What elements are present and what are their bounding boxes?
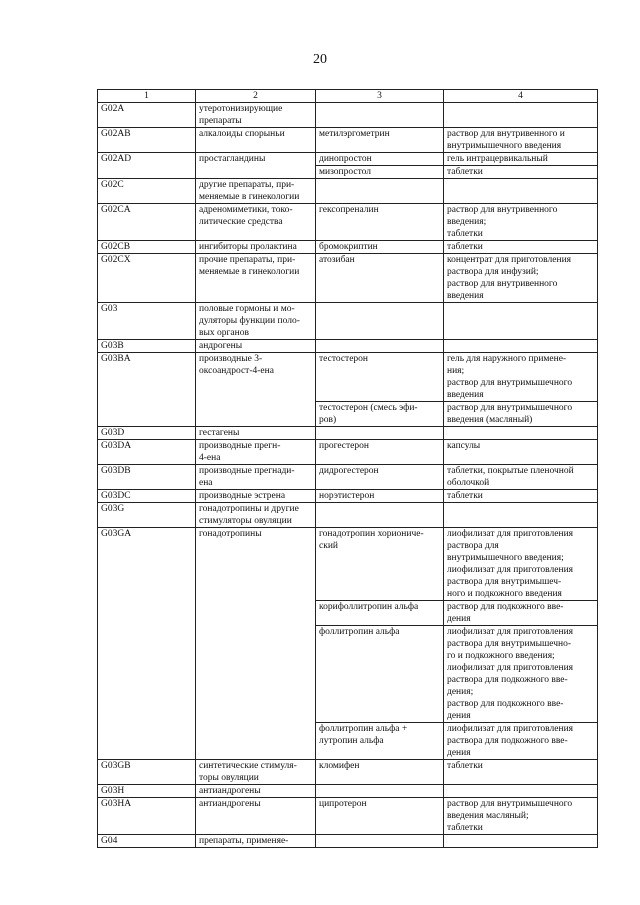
dosage-form-cell: таблетки [444,241,598,254]
group-name-cell: антиандрогены [196,785,316,798]
table-row [98,303,598,340]
table-row [98,353,598,402]
drug-name-cell [316,103,444,128]
atc-code-cell: G02CA [98,204,196,241]
table-row [98,760,598,785]
dosage-form-cell: раствор для внутримышечного введения (масляный) [444,402,598,427]
atc-code-cell: G03DA [98,440,196,465]
drug-name-cell: гексопреналин [316,204,444,241]
dosage-form-cell: капсулы [444,440,598,465]
dosage-form-cell: раствор для внутривенного введения; таблетки [444,204,598,241]
group-name-cell: ингибиторы пролактина [196,241,316,254]
table-row [98,528,598,601]
column-header: 3 [316,90,444,103]
dosage-form-cell: таблетки [444,166,598,179]
drug-name-cell [316,179,444,204]
drug-name-cell [316,835,444,848]
atc-code-cell: G02AB [98,128,196,153]
group-name-cell: препараты, применяе- [196,835,316,848]
dosage-form-cell: таблетки, покрытые пленочной оболочкой [444,465,598,490]
drug-name-cell: бромокриптин [316,241,444,254]
group-name-cell: другие препараты, при- меняемые в гинекологии [196,179,316,204]
table-row [98,128,598,153]
drug-name-cell: корифоллитропин альфа [316,601,444,626]
column-header-row [98,90,598,103]
dosage-form-cell: лиофилизат для приготовления раствора для внутримышечного введения; лиофилизат для приготовления раствора для внутримышеч- ного и подкожного введения [444,528,598,601]
drug-name-cell [316,785,444,798]
table-row [98,490,598,503]
drug-name-cell [316,340,444,353]
table-row [98,785,598,798]
table-row [98,798,598,835]
drug-name-cell: фоллитропин альфа + лутропин альфа [316,723,444,760]
dosage-form-cell: гель для наружного примене- ния; раствор для внутримышечного введения [444,353,598,402]
table-row [98,465,598,490]
drug-name-cell: дидрогестерон [316,465,444,490]
dosage-form-cell [444,103,598,128]
drug-name-cell: атозибан [316,254,444,303]
dosage-form-cell [444,427,598,440]
atc-code-cell: G02AD [98,153,196,179]
atc-code-cell: G03DC [98,490,196,503]
drug-name-cell [316,303,444,340]
dosage-form-cell: таблетки [444,490,598,503]
drug-name-cell: мизопростол [316,166,444,179]
dosage-form-cell [444,303,598,340]
atc-code-cell: G03HA [98,798,196,835]
atc-code-cell: G03B [98,340,196,353]
atc-code-cell: G02C [98,179,196,204]
group-name-cell: антиандрогены [196,798,316,835]
drug-name-cell: норэтистерон [316,490,444,503]
drug-name-cell: гонадотропин хориониче- ский [316,528,444,601]
drug-name-cell [316,503,444,528]
page-number: 20 [313,52,327,67]
table-row [98,179,598,204]
group-name-cell: гонадотропины и другие стимуляторы овуляции [196,503,316,528]
column-header: 4 [444,90,598,103]
table-row [98,241,598,254]
atc-code-cell: G03D [98,427,196,440]
drug-name-cell: тестостерон (смесь эфи- ров) [316,402,444,427]
atc-code-cell: G02CB [98,241,196,254]
group-name-cell: утеротонизирующие препараты [196,103,316,128]
table-row [98,103,598,128]
table-row [98,153,598,166]
group-name-cell: половые гормоны и мо- дуляторы функции поло- вых органов [196,303,316,340]
dosage-form-cell [444,835,598,848]
group-name-cell: синтетические стимуля- торы овуляции [196,760,316,785]
drug-name-cell: прогестерон [316,440,444,465]
dosage-form-cell [444,340,598,353]
group-name-cell: алкалоиды спорыньи [196,128,316,153]
group-name-cell: гестагены [196,427,316,440]
table-row [98,835,598,848]
atc-code-cell: G02CX [98,254,196,303]
group-name-cell: производные эстрена [196,490,316,503]
table-row [98,440,598,465]
group-name-cell: производные прегн- 4-ена [196,440,316,465]
column-header: 1 [98,90,196,103]
atc-code-cell: G03 [98,303,196,340]
dosage-form-cell [444,785,598,798]
drug-name-cell: ципротерон [316,798,444,835]
table-row [98,503,598,528]
atc-code-cell: G02A [98,103,196,128]
drug-name-cell: динопростон [316,153,444,166]
atc-code-cell: G03BA [98,353,196,427]
dosage-form-cell: раствор для подкожного вве- дения [444,601,598,626]
atc-code-cell: G03GA [98,528,196,760]
group-name-cell: прочие препараты, при- меняемые в гинекологии [196,254,316,303]
dosage-form-cell: лиофилизат для приготовления раствора для внутримышечно- го и подкожного введения; лиофилизат для приготовления раствора для подкожного вве- дения; раствор для подкожного вве- дения [444,626,598,723]
table-row [98,254,598,303]
atc-code-cell: G03H [98,785,196,798]
dosage-form-cell: концентрат для приготовления раствора для инфузий; раствор для внутривенного введения [444,254,598,303]
group-name-cell: производные 3- оксоандрост-4-ена [196,353,316,427]
drug-name-cell: тестостерон [316,353,444,402]
atc-code-cell: G03G [98,503,196,528]
group-name-cell: гонадотропины [196,528,316,760]
group-name-cell: простагландины [196,153,316,179]
dosage-form-cell: гель интрацервикальный [444,153,598,166]
dosage-form-cell [444,179,598,204]
column-header: 2 [196,90,316,103]
drug-table [97,89,598,848]
drug-name-cell [316,427,444,440]
drug-name-cell: метилэргометрин [316,128,444,153]
dosage-form-cell: таблетки [444,760,598,785]
group-name-cell: андрогены [196,340,316,353]
table-row [98,340,598,353]
dosage-form-cell: раствор для внутримышечного введения масляный; таблетки [444,798,598,835]
dosage-form-cell [444,503,598,528]
group-name-cell: адреномиметики, токо- литические средства [196,204,316,241]
drug-name-cell: кломифен [316,760,444,785]
drug-name-cell: фоллитропин альфа [316,626,444,723]
atc-code-cell: G04 [98,835,196,848]
table-row [98,204,598,241]
group-name-cell: производные прегнади- ена [196,465,316,490]
atc-code-cell: G03GB [98,760,196,785]
atc-code-cell: G03DB [98,465,196,490]
dosage-form-cell: лиофилизат для приготовления раствора для подкожного вве- дения [444,723,598,760]
table-row [98,427,598,440]
dosage-form-cell: раствор для внутривенного и внутримышечного введения [444,128,598,153]
